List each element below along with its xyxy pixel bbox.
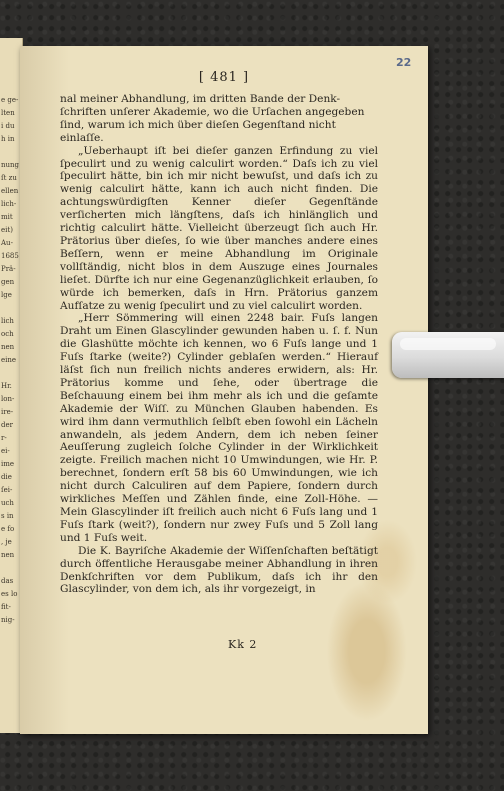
left-page-fragment: h in bbox=[1, 135, 15, 143]
left-page-fragment: lge bbox=[1, 291, 12, 299]
left-page-fragment: uch bbox=[1, 499, 14, 507]
paragraph-1-line-2: ſchriften unſerer Akademie, wo die Urſachen angegeben bbox=[60, 105, 365, 118]
left-page-fragment: ſt zu bbox=[1, 174, 17, 182]
left-page-fragment: nen bbox=[1, 343, 15, 351]
left-page-fragment: och bbox=[1, 330, 14, 338]
left-page-fragment: eit) bbox=[1, 226, 13, 234]
left-page-fragment: die bbox=[1, 473, 12, 481]
left-page-fragment: i du bbox=[1, 122, 15, 130]
page-body bbox=[60, 93, 378, 596]
paragraph-1-line-1: nal meiner Abhandlung, im dritten Bande der Denk- bbox=[60, 93, 341, 105]
left-page-fragment: nen bbox=[1, 551, 15, 559]
left-page-fragment: e fo bbox=[1, 525, 15, 533]
left-page-fragment: ire- bbox=[1, 408, 14, 416]
left-page-fragment: mit bbox=[1, 213, 13, 221]
left-page-fragment: ſei- bbox=[1, 486, 13, 494]
left-page-fragment: das bbox=[1, 577, 14, 585]
left-page-fragment: ei- bbox=[1, 447, 10, 455]
left-page-fragment: e ge- bbox=[1, 96, 19, 104]
paragraph-3: „Herr Sömmering will einen 2248 bair. Fuſs langen Draht um Einen Glascylinder gewunden haben u. ſ. f. Nun die Glashütte möchte ich kennen, wo 6 Fuſs lange und 1 Fuſs ſtarke (weite?) Cylinder geblaſen werden.“ Hierauf läſst ſich nun freilich nichts anderes erwidern, als: Hr. Prätorius komme und ſehe, oder übertrage die Beſchauung einem bei ihm mehr als ich und die geſamte Akademie der Wiſſ. zu München Glauben habenden. Es wird ihm dann vermuthlich ſelbſt eben ſowohl ein Lächeln anwandeln, als jedem Andern, dem ich neben ſeiner Aeuſſerung zugleich ſolche Cylinder in der Wirklichkeit zeigte. Freilich machen nicht 10 Umwindungen, wie Hr. P. berechnet, ſondern erſt 58 bis 60 Umwindungen, wie ich nicht durch Calculiren auf dem Papiere, ſondern durch wirkliches Meſſen und Zählen finde, eine Zoll-Höhe. — Mein Glascylinder iſt freilich auch nicht 6 Fuſs lang und 1 Fuſs ſtark (weit?), ſondern nur zwey Fuſs und 5 Zoll lang und 1 Fuſs weit. bbox=[60, 312, 378, 544]
left-page-fragment: lich bbox=[1, 317, 14, 325]
paragraph-1-line-3: ſind, warum ich mich über dieſen Gegenſtand nicht bbox=[60, 118, 336, 131]
left-page-fragment: lten bbox=[1, 109, 15, 117]
signature-mark: Kk 2 bbox=[228, 638, 258, 651]
left-page-fragment: nig- bbox=[1, 616, 15, 624]
bookmark-strip bbox=[392, 332, 504, 378]
paragraph-4: Die K. Bayriſche Akademie der Wiſſenſchaften beſtätigt durch öffentliche Herausgabe meiner Abhandlung in ihren Denkſchriften vor dem Publikum, daſs ich ihr den Glascylinder, von dem ich, als ihr vorgezeigt, in bbox=[60, 544, 378, 596]
left-page-fragment: , je bbox=[1, 538, 12, 546]
paragraph-1-line-4: einlaſſe. bbox=[60, 131, 104, 144]
left-page-fragment: eine bbox=[1, 356, 17, 364]
left-page-fragment: r- bbox=[1, 434, 7, 442]
left-page-fragment: Au- bbox=[1, 239, 13, 247]
left-page-fragment: nung bbox=[1, 161, 20, 169]
page-header: [ 481 ] bbox=[198, 70, 250, 85]
left-page-fragment: s in bbox=[1, 512, 14, 520]
left-page-fragment: der bbox=[1, 421, 13, 429]
left-page-fragment: gen bbox=[1, 278, 15, 286]
left-page-fragment: ellen bbox=[1, 187, 19, 195]
left-page-fragment: fit- bbox=[1, 603, 11, 611]
left-page-fragment: es lo bbox=[1, 590, 18, 598]
left-page-fragment: Hr. bbox=[1, 382, 12, 390]
left-page-fragment: Prä- bbox=[1, 265, 16, 273]
paragraph-2: „Ueberhaupt iſt bei dieſer ganzen Erfindung zu viel ſpeculirt und zu wenig calculirt worden.“ Daſs ich zu viel ſpeculirt hätte, bin ich mir nicht bewuſst, und daſs ich zu wenig calculirt hätte, kann ich auch nicht finden. Die achtungswürdigſten Kenner dieſer Gegenſtände verſicherten mich längſtens, daſs ich hinlänglich und richtig calculirt hätte. Vielleicht überzeugt ſich auch Hr. Prätorius über dieſes, ſo wie über manches andere eines Beſſern, wenn er meine Abhandlung im Originale vollſtändig, nicht blos in dem Auszuge eines Journales lieſet. Dürfte ich nur eine Gegenanzüglichkeit erlauben, ſo würde ich bemerken, daſs in Hrn. Prätorius ganzem Aufſatze zu wenig ſpeculirt und zu viel calculirt worden. bbox=[60, 144, 378, 312]
left-page-fragment: lon- bbox=[1, 395, 15, 403]
corner-number: 22 bbox=[396, 56, 412, 69]
book-page bbox=[20, 46, 428, 734]
left-page-fragment: ime bbox=[1, 460, 15, 468]
left-page-fragment: 1685 bbox=[1, 252, 19, 260]
left-page-fragment: lich- bbox=[1, 200, 17, 208]
